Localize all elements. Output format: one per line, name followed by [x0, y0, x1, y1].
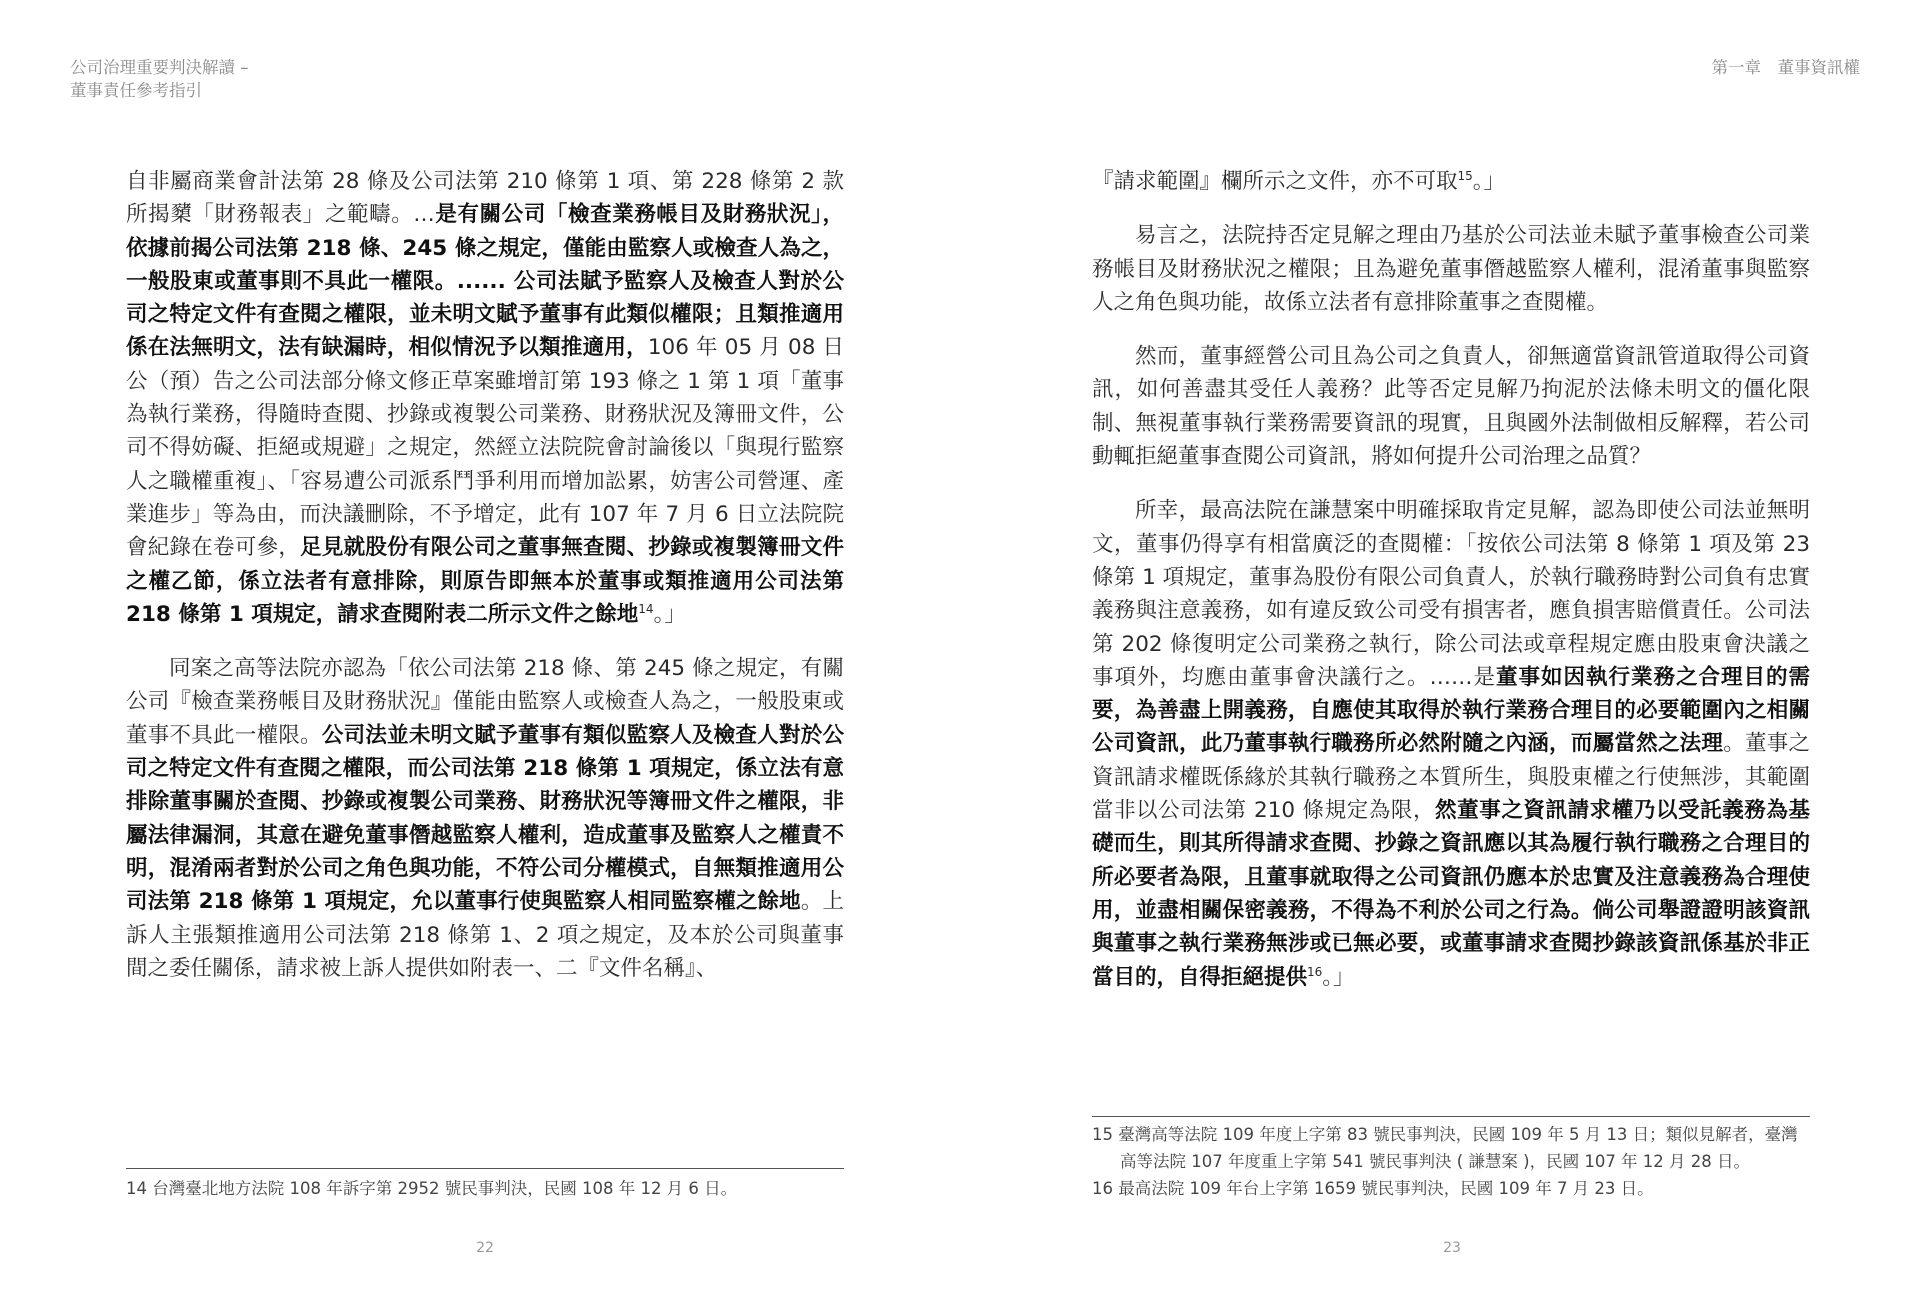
footnote-ref: 14 [638, 601, 654, 616]
page-number: 23 [1443, 1240, 1461, 1256]
footnotes [1092, 1121, 1810, 1202]
text-run: 自非屬商業會計法第 28 條及公司法第 210 條第 1 項、第 228 條第 2 款所揭櫫「財務報表」之範疇。… [126, 169, 844, 228]
body-text [126, 165, 844, 1006]
running-head-line: 第一章 董事資訊權 [1711, 58, 1860, 77]
body-text [1092, 165, 1810, 1015]
text-run: 106 年 05 月 08 日公（預）告之公司法部分條文修正草案雖增訂第 193 條之 1 第 1 項「董事為執行業務，得隨時查閱、抄錄或複製公司業務、財務狀況及簿冊文件，公司不得妨礙、拒絕或規避」之規定，然經立法院院會討論後以「與現行監察人之職權重複」、「容易遭公司派系鬥爭利用而增加訟累，妨害公司營運、產業進步」等為由，而決議刪除，不予增定，此有 107 年 7 月 6 日立法院院會紀錄在卷可參， [126, 335, 844, 561]
text-run: 。」 [653, 601, 686, 627]
footnote-ref: 15 [1457, 168, 1473, 183]
right-page [960, 0, 1920, 1299]
bold-text: 足見就股份有限公司之董事無查閱、抄錄或複製簿冊文件之權乙節，係立法者有意排除，則原告即無本於董事或類推適用公司法第 218 條第 1 項規定，請求查閱附表二所示文件之餘地 [126, 535, 844, 627]
bold-text: 然董事之資訊請求權乃以受託義務為基礎而生，則其所得請求查閱、抄錄之資訊應以其為履行執行職務之合理目的所必要者為限，且董事就取得之公司資訊仍應本於忠實及注意義務為合理使用，並盡相關保密義務，不得為不利於公司之行為。倘公司舉證證明該資訊與董事之執行業務無涉或已無必要，或董事請求查閱抄錄該資訊係基於非正當目的，自得拒絕提供 [1092, 798, 1810, 990]
paragraph [1092, 165, 1810, 198]
bold-text: 董事如因執行業務之合理目的需要，為善盡上開義務，自應使其取得於執行業務合理目的必要範圍內之相關公司資訊，此乃董事執行職務所必然附隨之內涵，而屬當然之法理 [1092, 664, 1810, 757]
text-run: 同案之高等法院亦認為「依公司法第 218 條、第 245 條之規定，有關公司『檢查業務帳目及財務狀況』僅能由監察人或檢查人為之，一般股東或董事不具此一權限。 [126, 656, 844, 748]
running-head-line: 公司治理重要判決解讀 – [70, 58, 249, 77]
paragraph [126, 165, 844, 631]
footnotes [126, 1175, 844, 1202]
running-head-line: 董事責任參考指引 [70, 81, 202, 100]
running-head-chapter [1712, 56, 1861, 79]
footnote-ref: 16 [1307, 964, 1323, 979]
running-head-book-title [70, 56, 249, 102]
bold-text: 是有關公司「檢查業務帳目及財務狀況」，依據前揭公司法第 218 條、245 條之規定，僅能由監察人或檢查人為之，一般股東或董事則不具此一權限。...... 公司法賦予監察人及檢查人對於公司之特定文件有查閱之權限，並未明文賦予董事有此類似權限；且類推適用係在法無明文，法有缺漏時，相似情況予以類推適用， [126, 202, 844, 361]
text-run: 所幸，最高法院在謙慧案中明確採取肯定見解，認為即使公司法並無明文，董事仍得享有相當廣泛的查閱權：「按依公司法第 8 條第 1 項及第 23 條第 1 項規定，董事為股份有限公司負責人，於執行職務時對公司負有忠實義務與注意義務，如有違反致公司受有損害者，應負損害賠償責任。公司法第 202 條復明定公司業務之執行，除公司法或章程規定應由股東會決議之事項外，均應由董事會決議行之。……是 [1092, 498, 1810, 690]
footnote-text: 台灣臺北地方法院 108 年訴字第 2952 號民事判決，民國 108 年 12 月 6 日。 [152, 1179, 738, 1198]
text-run: 易言之，法院持否定見解之理由乃基於公司法並未賦予董事檢查公司業務帳目及財務狀況之權限；且為避免董事僭越監察人權利，混淆董事與監察人之角色與功能，故係立法者有意排除董事之查閱權。 [1092, 223, 1810, 315]
footnote-rule [1092, 1116, 1810, 1117]
text-run: 。董事之資訊請求權既係緣於其執行職務之本質所生，與股東權之行使無涉，其範圍當非以公司法第 210 條規定為限， [1092, 731, 1810, 824]
text-run: 。」 [1472, 169, 1506, 194]
paragraph [1092, 494, 1810, 993]
footnote [1092, 1175, 1810, 1202]
text-run: 。上訴人主張類推適用公司法第 218 條第 1、2 項之規定，及本於公司與董事間之委任關係，請求被上訴人提供如附表一、二『文件名稱』、 [126, 889, 844, 981]
bold-text: 公司法並未明文賦予董事有類似監察人及檢查人對於公司之特定文件有查閱之權限，而公司法第 218 條第 1 項規定，係立法有意排除董事關於查閱、抄錄或複製公司業務、財務狀況等簿冊文件之權限，非屬法律漏洞，其意在避免董事僭越監察人權利，造成董事及監察人之權責不明，混淆兩者對於公司之角色與功能，不符公司分權模式，自無類推適用公司法第 218 條第 1 項規定，允以董事行使與監察人相同監察權之餘地 [126, 722, 844, 915]
page-number: 22 [476, 1240, 494, 1256]
footnote-text: 臺灣高等法院 109 年度上字第 83 號民事判決，民國 109 年 5 月 13 日；類似見解者，臺灣高等法院 107 年度重上字第 541 號民事判決 ( 謙慧案 )，民國 107 年 12 月 28 日。 [1118, 1125, 1798, 1171]
footnote-number: 16 [1092, 1179, 1113, 1198]
paragraph [126, 652, 844, 985]
footnote [126, 1175, 844, 1202]
footnote-text: 最高法院 109 年台上字第 1659 號民事判決，民國 109 年 7 月 23 日。 [1118, 1179, 1654, 1198]
paragraph [1092, 219, 1810, 319]
paragraph [1092, 340, 1810, 473]
text-run: 『請求範圍』欄所示之文件，亦不可取 [1092, 169, 1458, 194]
footnote-rule [126, 1168, 844, 1169]
footnote [1092, 1121, 1810, 1175]
text-run: 然而，董事經營公司且為公司之負責人，卻無適當資訊管道取得公司資訊，如何善盡其受任人義務？此等否定見解乃拘泥於法條未明文的僵化限制、無視董事執行業務需要資訊的現實，且與國外法制做相反解釋，若公司動輒拒絕董事查閱公司資訊，將如何提升公司治理之品質？ [1092, 344, 1810, 470]
text-run: 。」 [1322, 964, 1355, 990]
footnote-number: 15 [1092, 1125, 1113, 1144]
footnote-number: 14 [126, 1179, 147, 1198]
